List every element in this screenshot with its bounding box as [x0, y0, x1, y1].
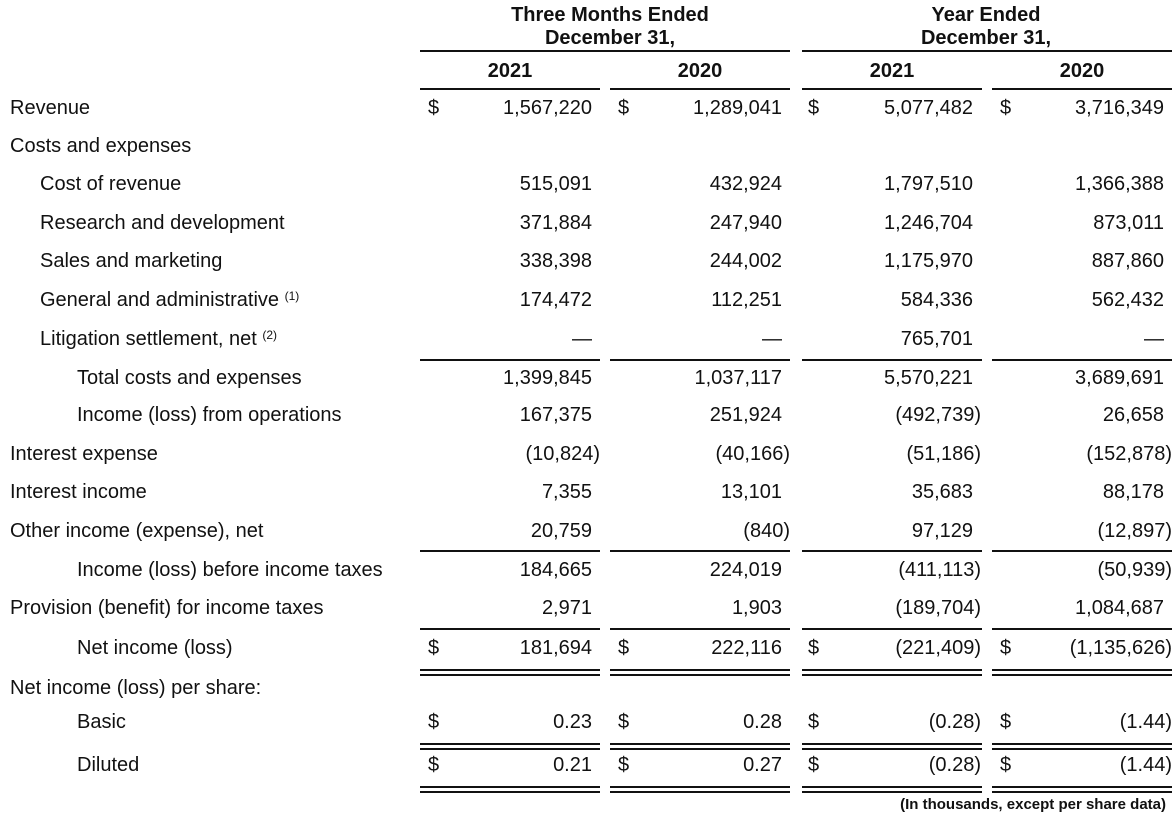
- cell-value: 338,398: [519, 250, 592, 272]
- cell-value: 3,689,691: [1075, 367, 1164, 389]
- cell-value: (1.44): [1119, 711, 1172, 733]
- row-label-text: Net income (loss): [77, 637, 233, 659]
- rule-double-net-income-4: [992, 669, 1172, 671]
- row-label-text: Other income (expense), net: [10, 520, 264, 542]
- rule-double-basic-4: [992, 743, 1172, 745]
- rule-double-diluted-4: [992, 786, 1172, 788]
- header-three-months-line2: December 31,: [544, 27, 676, 49]
- rule-double-basic-second-3: [802, 748, 982, 750]
- cell-value: (411,113): [898, 559, 981, 581]
- cell-value: 371,884: [519, 212, 592, 234]
- cell-value: (12,897): [1097, 520, 1172, 542]
- row-label: [77, 404, 342, 427]
- cell-value: (51,186): [906, 443, 981, 465]
- header-year-ended-line2: December 31,: [920, 27, 1052, 49]
- cell-value: 1,037,117: [694, 367, 782, 389]
- row-label: [77, 367, 302, 390]
- row-label-text: Diluted: [77, 754, 140, 776]
- cell-value: 1,903: [731, 597, 782, 619]
- rule-before-net-income-1: [420, 628, 600, 630]
- row-label-text: Basic: [77, 711, 126, 733]
- currency-symbol: $: [618, 97, 630, 119]
- table-row-revenue: [0, 97, 1176, 135]
- table-row-sales-and-marketing: [0, 250, 1176, 288]
- currency-symbol: $: [618, 754, 630, 776]
- cell-value: (221,409): [895, 637, 981, 659]
- cell-value: 224,019: [709, 559, 782, 581]
- header-year-ended-line1: Year Ended: [931, 4, 1041, 26]
- row-label-text: Cost of revenue: [40, 173, 182, 195]
- rule-double-diluted-second-2: [610, 791, 790, 793]
- cell-value: 26,658: [1102, 404, 1164, 426]
- rule-before-net-income-3: [802, 628, 982, 630]
- cell-value: 1,289,041: [693, 97, 782, 119]
- cell-value: 584,336: [900, 289, 973, 311]
- cell-value: 765,701: [900, 328, 973, 350]
- row-label-text: Sales and marketing: [40, 250, 223, 272]
- currency-symbol: $: [428, 637, 440, 659]
- cell-value: (10,824): [525, 443, 600, 465]
- rule-before-pretax-1: [420, 550, 600, 552]
- rule-before-pretax-4: [992, 550, 1172, 552]
- header-rule-three-months: [420, 50, 790, 52]
- footnote-ref: (1): [284, 289, 300, 303]
- cell-value: 35,683: [911, 481, 973, 503]
- row-label: [77, 637, 233, 660]
- row-label: [10, 597, 323, 620]
- cell-value: —: [1144, 328, 1164, 350]
- cell-value: 5,570,221: [884, 367, 973, 389]
- cell-value: 432,924: [709, 173, 782, 195]
- row-label-text: Total costs and expenses: [77, 367, 302, 389]
- cell-value: 7,355: [541, 481, 592, 503]
- row-label: [40, 328, 277, 351]
- rule-double-diluted-second-1: [420, 791, 600, 793]
- cell-value: 887,860: [1091, 250, 1164, 272]
- cell-value: 244,002: [709, 250, 782, 272]
- rule-double-diluted-second-3: [802, 791, 982, 793]
- rule-double-basic-2: [610, 743, 790, 745]
- year-rule-3: [802, 88, 982, 90]
- year-rule-2: [610, 88, 790, 90]
- cell-value: (0.28): [928, 754, 981, 776]
- cell-value: 1,246,704: [884, 212, 973, 234]
- row-label: [40, 250, 222, 273]
- rule-before-total-costs-1: [420, 359, 600, 361]
- row-label: [10, 443, 158, 466]
- cell-value: (40,166): [715, 443, 790, 465]
- header-rule-year-ended: [802, 50, 1172, 52]
- cell-value: (0.28): [928, 711, 981, 733]
- rule-double-diluted-2: [610, 786, 790, 788]
- cell-value: (1,135,626): [1069, 637, 1172, 659]
- cell-value: 1,797,510: [884, 173, 973, 195]
- year-header-y-2021: 2021: [869, 60, 915, 82]
- row-label: [10, 520, 263, 543]
- cell-value: 0.28: [743, 711, 782, 733]
- currency-symbol: $: [1000, 711, 1012, 733]
- table-row-income-from-operations: [0, 404, 1176, 442]
- rule-double-diluted-second-4: [992, 791, 1172, 793]
- rule-double-net-income-second-4: [992, 674, 1172, 676]
- row-label-text: Interest expense: [10, 443, 158, 465]
- rule-double-basic-second-2: [610, 748, 790, 750]
- cell-value: 5,077,482: [884, 97, 973, 119]
- currency-symbol: $: [618, 711, 630, 733]
- table-row-income-before-taxes: [0, 559, 1176, 597]
- row-label: [77, 559, 383, 582]
- cell-value: —: [572, 328, 592, 350]
- currency-symbol: $: [618, 637, 630, 659]
- cell-value: 174,472: [519, 289, 592, 311]
- rule-before-total-costs-2: [610, 359, 790, 361]
- year-header-y-2020: 2020: [1059, 60, 1105, 82]
- row-label-text: Research and development: [40, 212, 285, 234]
- table-row-total-costs-and-expenses: [0, 367, 1176, 405]
- year-header-q-2021: 2021: [487, 60, 533, 82]
- cell-value: 515,091: [519, 173, 592, 195]
- cell-value: 20,759: [530, 520, 592, 542]
- table-row-general-and-administrative: [0, 289, 1176, 327]
- row-label: [77, 711, 126, 734]
- row-label-text: Income (loss) before income taxes: [77, 559, 383, 581]
- cell-value: 222,116: [711, 637, 782, 659]
- cell-value: (189,704): [895, 597, 981, 619]
- table-row-per-share-heading: [0, 677, 1176, 715]
- footnote-ref: (2): [262, 328, 278, 342]
- rule-before-pretax-2: [610, 550, 790, 552]
- currency-symbol: $: [428, 754, 440, 776]
- table-row-other-income: [0, 520, 1176, 558]
- cell-value: 88,178: [1102, 481, 1164, 503]
- rule-before-net-income-2: [610, 628, 790, 630]
- cell-value: 181,694: [519, 637, 592, 659]
- table-row-interest-income: [0, 481, 1176, 519]
- rule-double-diluted-3: [802, 786, 982, 788]
- rule-before-total-costs-4: [992, 359, 1172, 361]
- row-label-text: Costs and expenses: [10, 135, 192, 157]
- cell-value: 1,567,220: [503, 97, 592, 119]
- year-header-q-2020: 2020: [677, 60, 723, 82]
- cell-value: 3,716,349: [1075, 97, 1164, 119]
- header-three-months-line1: Three Months Ended: [511, 4, 709, 26]
- row-label: [10, 677, 261, 700]
- rule-double-basic-3: [802, 743, 982, 745]
- cell-value: 251,924: [709, 404, 782, 426]
- currency-symbol: $: [808, 711, 820, 733]
- currency-symbol: $: [1000, 637, 1012, 659]
- cell-value: 13,101: [720, 481, 782, 503]
- cell-value: (152,878): [1086, 443, 1172, 465]
- cell-value: 112,251: [711, 289, 782, 311]
- row-label: [10, 135, 191, 158]
- cell-value: 1,366,388: [1075, 173, 1164, 195]
- rule-before-total-costs-3: [802, 359, 982, 361]
- cell-value: 184,665: [519, 559, 592, 581]
- row-label-text: Revenue: [10, 97, 91, 119]
- row-label: [10, 481, 147, 504]
- row-label-text: Interest income: [10, 481, 147, 503]
- row-label: [10, 97, 90, 120]
- cell-value: 247,940: [709, 212, 782, 234]
- rule-double-net-income-2: [610, 669, 790, 671]
- cell-value: 1,084,687: [1075, 597, 1164, 619]
- rule-double-net-income-1: [420, 669, 600, 671]
- cell-value: (1.44): [1119, 754, 1172, 776]
- cell-value: 2,971: [541, 597, 592, 619]
- cell-value: (840): [743, 520, 790, 542]
- currency-symbol: $: [808, 97, 820, 119]
- currency-symbol: $: [808, 754, 820, 776]
- row-label: [40, 289, 299, 312]
- row-label: [77, 754, 139, 777]
- table-row-cost-of-revenue: [0, 173, 1176, 211]
- row-label-text: Provision (benefit) for income taxes: [10, 597, 324, 619]
- cell-value: 0.27: [743, 754, 782, 776]
- header-three-months: [420, 4, 800, 50]
- rule-double-basic-second-1: [420, 748, 600, 750]
- rule-double-net-income-3: [802, 669, 982, 671]
- currency-symbol: $: [1000, 97, 1012, 119]
- cell-value: 0.21: [553, 754, 592, 776]
- cell-value: —: [762, 328, 782, 350]
- cell-value: (492,739): [895, 404, 981, 426]
- rule-double-diluted-1: [420, 786, 600, 788]
- rule-double-net-income-second-2: [610, 674, 790, 676]
- cell-value: 97,129: [911, 520, 973, 542]
- rule-before-net-income-4: [992, 628, 1172, 630]
- cell-value: 1,399,845: [503, 367, 592, 389]
- table-row-research-and-development: [0, 212, 1176, 250]
- currency-symbol: $: [808, 637, 820, 659]
- cell-value: 562,432: [1091, 289, 1164, 311]
- table-row-interest-expense: [0, 443, 1176, 481]
- year-rule-1: [420, 88, 600, 90]
- row-label: [40, 173, 181, 196]
- cell-value: 0.23: [553, 711, 592, 733]
- cell-value: 873,011: [1093, 212, 1164, 234]
- row-label-text: Litigation settlement, net: [40, 328, 257, 350]
- currency-symbol: $: [1000, 754, 1012, 776]
- row-label-text: Net income (loss) per share:: [10, 677, 262, 699]
- rule-double-net-income-second-1: [420, 674, 600, 676]
- year-rule-4: [992, 88, 1172, 90]
- table-row-costs-and-expenses: [0, 135, 1176, 173]
- header-year-ended: [800, 4, 1172, 50]
- rule-double-basic-second-4: [992, 748, 1172, 750]
- row-label-text: General and administrative: [40, 289, 280, 311]
- cell-value: 167,375: [519, 404, 592, 426]
- currency-symbol: $: [428, 97, 440, 119]
- rule-before-pretax-3: [802, 550, 982, 552]
- rule-double-basic-1: [420, 743, 600, 745]
- cell-value: 1,175,970: [884, 250, 973, 272]
- cell-value: (50,939): [1097, 559, 1172, 581]
- rule-double-net-income-second-3: [802, 674, 982, 676]
- currency-symbol: $: [428, 711, 440, 733]
- row-label-text: Income (loss) from operations: [77, 404, 342, 426]
- units-footnote: (In thousands, except per share data): [900, 796, 1166, 813]
- row-label: [40, 212, 285, 235]
